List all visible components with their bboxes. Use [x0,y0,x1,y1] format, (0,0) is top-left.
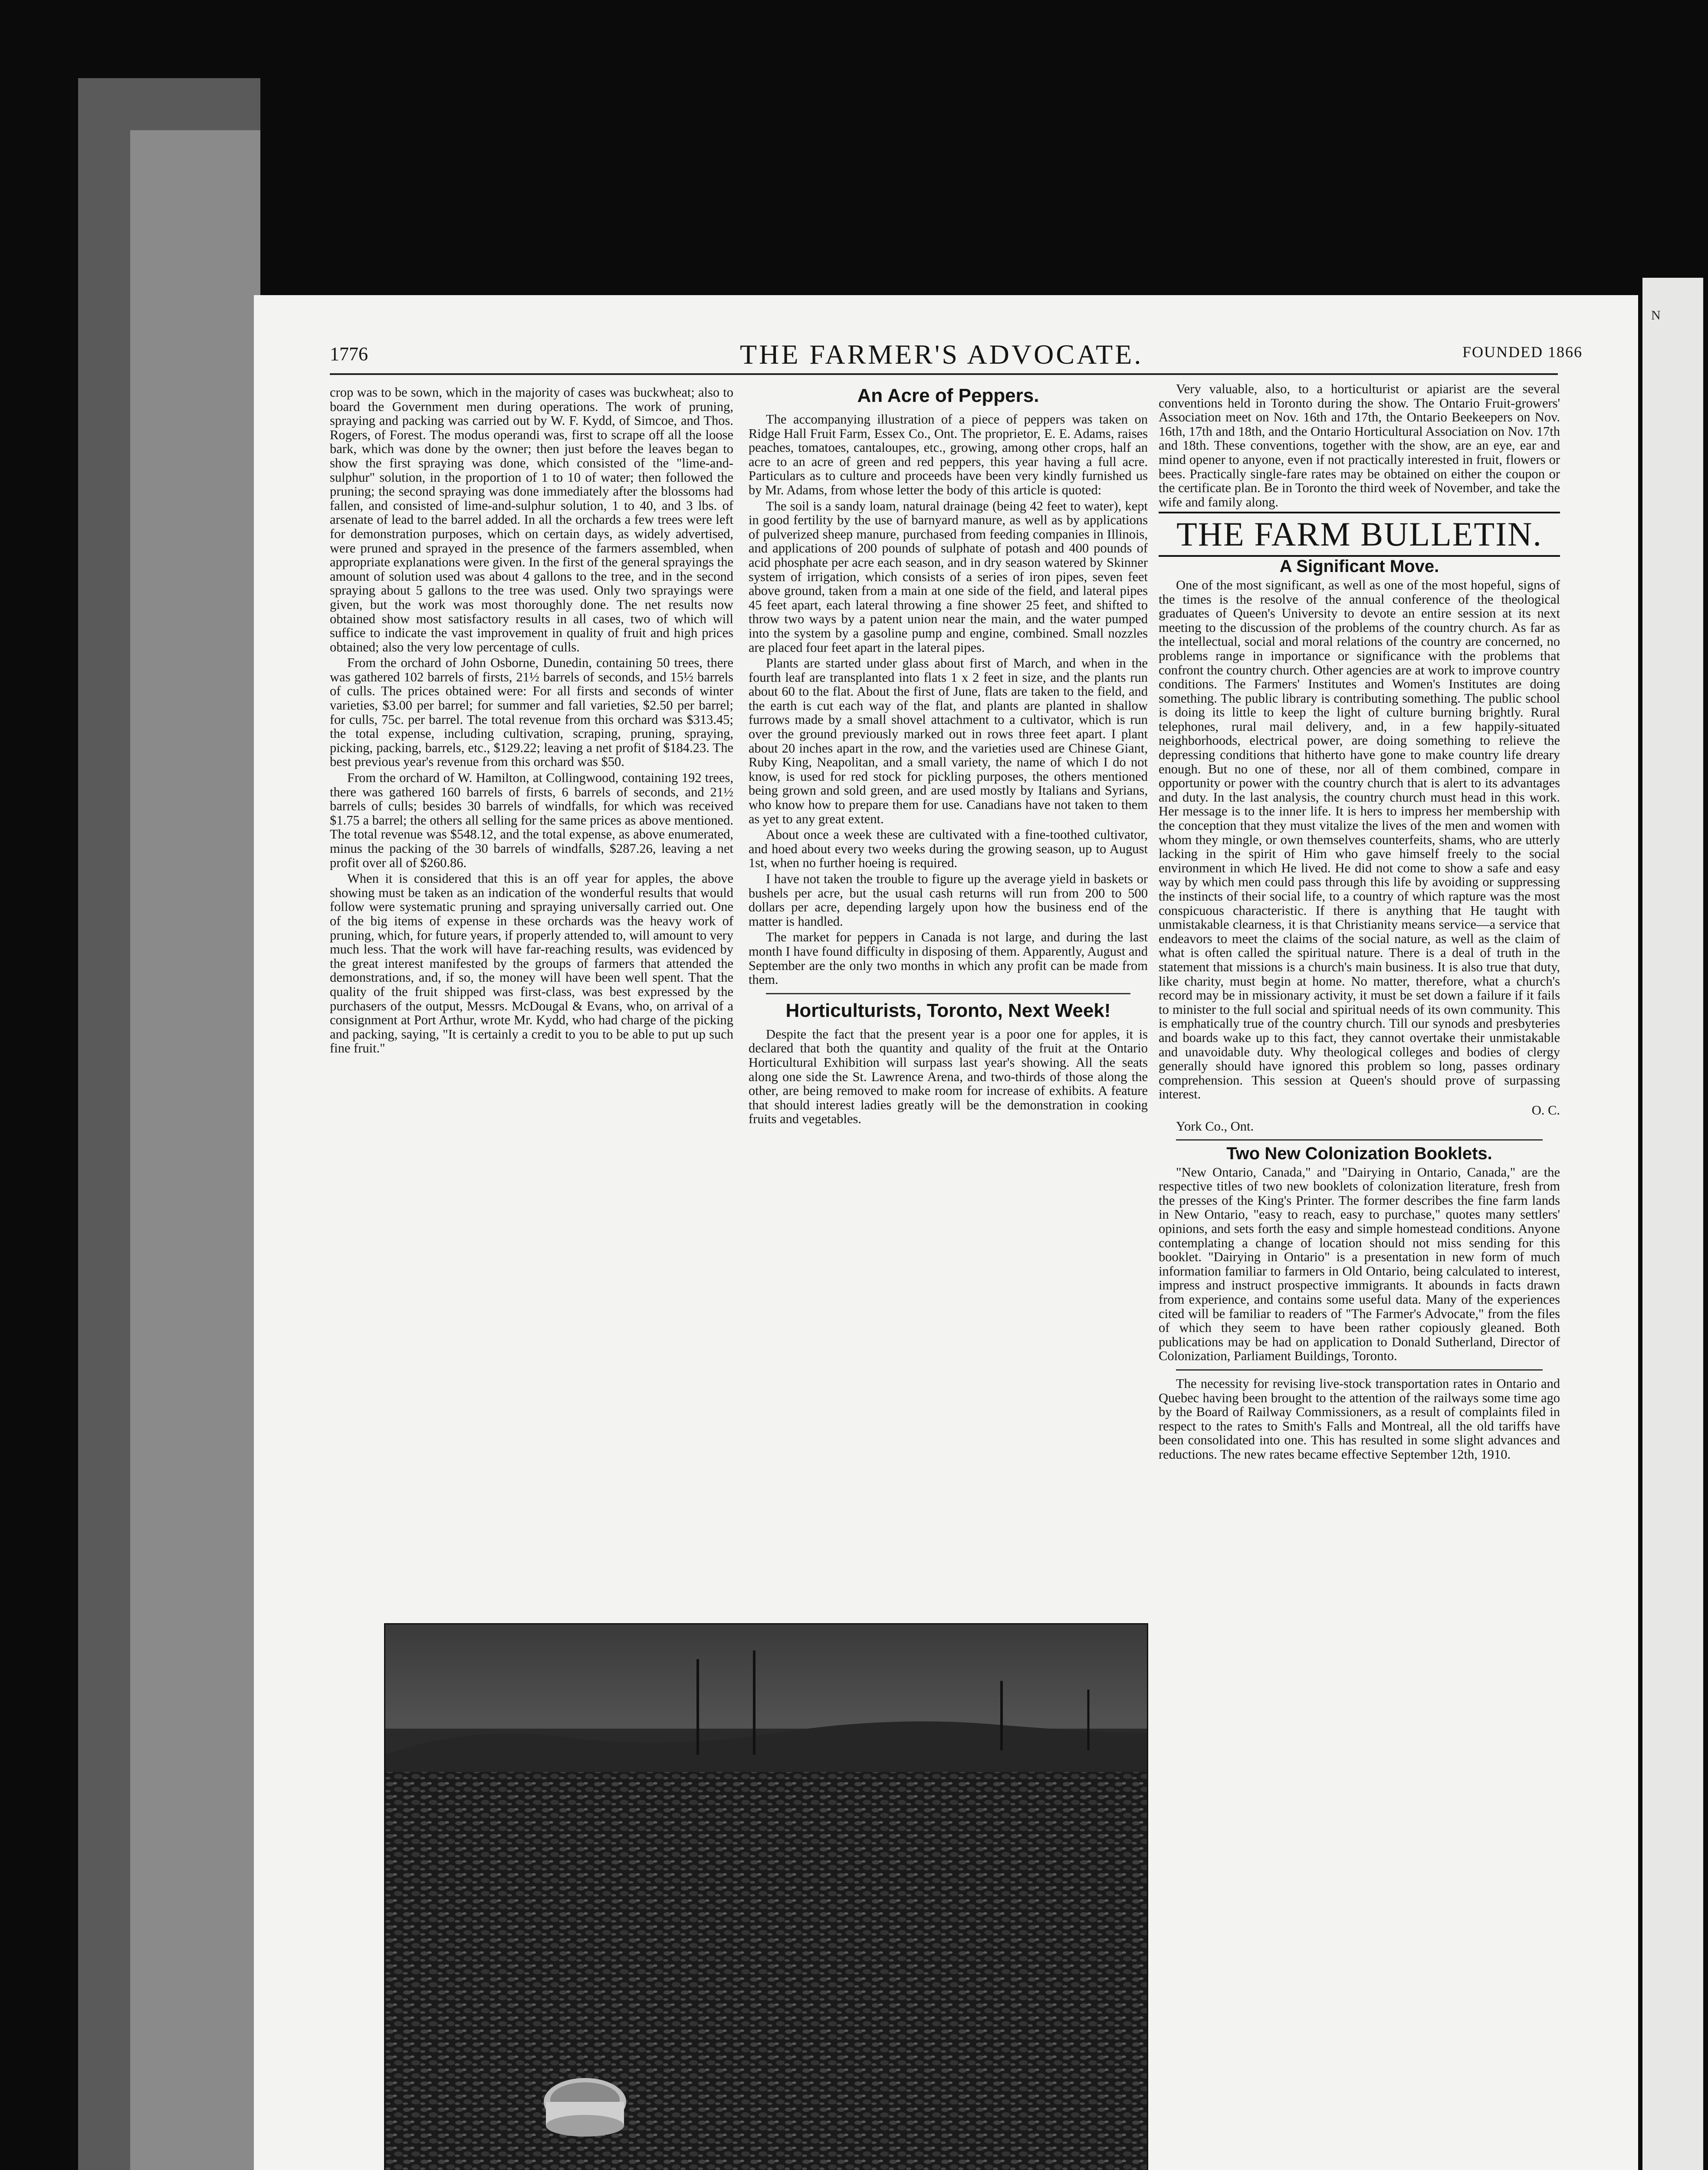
column-1 [330,385,733,1057]
adjacent-page-edge: N [1642,278,1703,2170]
paragraph: Plants are started under glass about first of March, and when in the fourth leaf are transplanted into flats 1 x 2 feet in size, and the plants run about 60 to the flat. About the first of June, flats are taken to the field, and the earth is cut each way of the flat, and plants are planted in shallow furrows made by a small shovel attachment to a cultivator, which is run over the ground previously marked out in rows three feet apart. I plant about 20 inches apart in the row, and the varieties used are Chinese Giant, Ruby King, Neapolitan, and a small variety, the name of which I do not know, is used for red stock for pickling purposes, the others mentioned being grown and sold green, and are used mostly by Italians and Syrians, who know how to prepare them for use. Canadians have not taken to them as yet to any great extent. [749,656,1148,826]
header-rule [330,373,1558,375]
section-divider [1176,1139,1543,1141]
author-location: York Co., Ont. [1176,1118,1254,1134]
article-title: Two New Colonization Booklets. [1226,1144,1492,1164]
page-number: 1776 [330,343,368,365]
section-divider [766,993,1130,994]
paragraph: Despite the fact that the present year is a poor one for apples, it is declared that both the quantity and quality of the fruit at the Ontario Horticultural Exhibition will surpass last year's showing. All the seats along one side the St. Lawrence Arena, and two-thirds of those along the other, are being removed to make room for increase of exhibits. A feature that should interest ladies greatly will be the demonstration in cooking fruits and vegetables. [749,1026,1148,1127]
paragraph: From the orchard of John Osborne, Dunedin, containing 50 trees, there was gathered 102 barrels of firsts, 21½ barrels of seconds, and 15½ barrels of culls. The prices obtained were: For all firsts and seconds of winter varieties, $3.00 per barrel; for summer and fall varieties, $2.50 per barrel; for culls, 75c. per barrel. The total revenue from this orchard was $313.45; the total expense, including cultivation, scraping, pruning, spraying, picking, packing, barrels, etc., $129.22; leaving a net profit of $184.23. The best previous year's revenue from this orchard was $50. [330,655,733,769]
publication-title: THE FARMER'S ADVOCATE. [740,339,1143,370]
paragraph: I have not taken the trouble to figure up the average yield in baskets or bushels per acre, but the usual cash returns will run from 200 to 500 dollars per acre, depending largely upon how the business end of the matter is handled. [749,871,1148,929]
film-left-strip-inner [130,130,260,2170]
paragraph: crop was to be sown, which in the majority of cases was buckwheat; also to board the Government men during operations. The work of pruning, spraying and packing was carried out by W. F. Kydd, of Simcoe, and Thos. Rogers, of Forest. The modus operandi was, first to scrape off all the loose bark, which was done by the owner; then just before the leaves began to show the first spraying was done, which consisted of the "lime-and-sulphur" solution, in the proportion of 1 to 10 of water; then followed the pruning; the second spraying was done immediately after the blossoms had fallen, and consisted of lime-and-sulphur solution, 1 to 40, and 3 lbs. of arsenate of lead to the barrel added. In all the orchards a few trees were left for demonstration purposes, which on certain days, as widely advertised, were pruned and sprayed in the presence of the farmers assembled, when appropriate explanations were given. In the first of the general sprayings the amount of solution used was about 4 gallons to the tree, and in the second spraying about 5 gallons to the tree was used. Only two sprayings were given, but the work was most thoroughly done. The net results now obtained show most satisfactory results in all cases, two of which will suffice to indicate the vast improvement in quality of fruit and high prices obtained; also the very low percentage of culls. [330,385,733,654]
farm-bulletin-banner: THE FARM BULLETIN. [1159,512,1560,557]
column-3 [1159,382,1560,1463]
paragraph: "New Ontario, Canada," and "Dairying in Ontario, Canada," are the respective titles of two new booklets of colonization literature, fresh from the presses of the King's Printer. The former describes the fine farm lands in New Ontario, "easy to reach, easy to purchase," quotes many settlers' opinions, and sets forth the easy and simple homestead conditions. Anyone contemplating a change of location should not miss sending for this booklet. "Dairying in Ontario" is a presentation in new form of much information familiar to farmers in Old Ontario, being calculated to interest, impress and instruct prospective immigrants. It abounds in facts drawn from experience, and contains some useful data. Many of the experiences cited will be familiar to readers of "The Farmer's Advocate," from the files of which they seem to have been rather copiously gleaned. Both publications may be had on application to Donald Sutherland, Director of Colonization, Parliament Buildings, Toronto. [1159,1164,1560,1364]
paragraph: About once a week these are cultivated with a fine-toothed cultivator, and hoed about every two weeks during the growing season, up to August 1st, when no further hoeing is required. [749,827,1148,871]
section-divider [1176,1369,1543,1371]
paragraph: The soil is a sandy loam, natural drainage (being 42 feet to water), kept in good fertility by the use of barnyard manure, as well as by applications of pulverized sheep manure, purchased from feeding companies in Illinois, and applications of 200 pounds of sulphate of potash and 400 pounds of acid phosphate per acre each season, and in dry season watered by Skinner system of irrigation, which consists of a series of iron pipes, seven feet above ground, taken from a main at one side of the field, and lateral pipes 45 feet apart, each lateral throwing a fine shower 25 feet, and shifted to throw two ways by a patent union near the main, and the water pumped into the system by a gasoline pump and engine, combined. Small nozzles are placed four feet apart in the lateral pipes. [749,498,1148,655]
pepper-field-photo [384,1623,1148,2170]
paragraph: Very valuable, also, to a horticulturist or apiarist are the several conventions held in Toronto during the show. The Ontario Fruit-growers' Association meet on Nov. 16th and 17th, the Ontario Beekeepers on Nov. 16th, 17th and 18th, and the Ontario Horticultural Association on Nov. 17th and 18th. These conventions, together with the show, are an eye, ear and mind opener to anyone, even if not practically interested in fruit, flowers or bees. Practically single-fare rates may be obtained on either the coupon or the certificate plan. Be in Toronto the third week of November, and take the wife and family along. [1159,381,1560,510]
paragraph: From the orchard of W. Hamilton, at Collingwood, containing 192 trees, there was gathered 160 barrels of firsts, 6 barrels of seconds, and 21½ barrels of culls; besides 30 barrels of windfalls, for which was received $1.75 a barrel; the others all selling for the same prices as above mentioned. The total revenue was $548.12, and the total expense, as above enumerated, minus the packing of the 30 barrels of windfalls, $287.26, leaving a net profit over all of $260.86. [330,770,733,870]
paragraph: The necessity for revising live-stock transportation rates in Ontario and Quebec having been brought to the attention of the railways some time ago by the Board of Railway Commissioners, as a result of complaints filed in respect to the rates to Smith's Falls and Montreal, all the old tariffs have been consolidated into one. This has resulted in some slight advances and reductions. The new rates became effective September 12th, 1910. [1159,1376,1560,1462]
article-title: A Significant Move. [1279,557,1439,576]
column-2 [749,385,1148,1128]
founded-label: FOUNDED 1866 [1462,343,1583,361]
photo-image [385,1624,1147,2170]
paragraph: When it is considered that this is an off year for apples, the above showing must be taken as an indication of the wonderful results that would follow were systematic pruning and spraying universally carried out. One of the big items of expense in these orchards was the heavy work of pruning, which, for future years, if properly attended to, will amount to very much less. That the work will have far-reaching results, was evidenced by the great interest manifested by the groups of farmers that attended the demonstrations, and, if so, the money will have been well spent. That the quality of the fruit shipped was first-class, was best expressed by the purchasers of the output, Messrs. McDougal & Evans, who, on arrival of a consignment at Port Arthur, wrote Mr. Kydd, who had charge of the picking and packing, saying, "It is certainly a credit to you to be able to put up such fine fruit." [330,871,733,1056]
paragraph: The market for peppers in Canada is not large, and during the last month I have found difficulty in disposing of them. Apparently, August and September are the only two months in which any profit can be made from them. [749,930,1148,987]
article-title: An Acre of Peppers. [857,385,1039,406]
author-signature: O. C. [1531,1102,1560,1118]
paragraph: One of the most significant, as well as one of the most hopeful, signs of the times is the resolve of the annual conference of the theological graduates of Queen's University to devote an entire session at its next meeting to the discussion of the problems of the country church. As far as the intellectual, social and moral relations of the country are concerned, no problems range in importance or significance with the problems that confront the country church. Other agencies are at work to improve country conditions. The Farmers' Institutes and Women's Institutes are doing something. The public library is contributing something. The public school is doing its little to keep the light of culture burning brightly. Rural telephones, rural mail delivery, and, in a few happily-situated neighborhoods, electrical power, are doing something to relieve the depressing conditions that hitherto have gone to make country life dreary enough. But no one of these, nor all of them combined, compare in opportunity or power with the country church that is alert to its advantages and duty. In the last analysis, the country church must head in this work. Her message is to the inner life. It is hers to impress her membership with the conception that they must vitalize the lives of the men and women with whom they mingle, or own themselves counterfeits, shams, who are utterly lacking in the spirit of Him who gave himself freely to the social environment in which He lived. He did not come to show a safe and easy way by which men could pass through this life by avoiding or suppressing the instincts of their social life, to a country of which rapture was the most conspicuous characteristic. If there is anything that He taught with unmistakable clearness, it is that Christianity means service—a service that endeavors to meet the claims of the social nature, as well as the claim of what is often called the spiritual nature. There is a deal of truth in the statement that missions is a church's main business. It is also true that duty, like charity, must begin at home. No matter, therefore, what a church's record may be in missionary activity, it must be set down a failure if it fails to minister to the full social and spiritual needs of its own community. This is emphatically true of the country church. Till our synods and presbyteries and boards wake up to this fact, they cannot overtake their unmistakable and unavoidable duty. Why theological colleges and bodies of clergy generally should have ignored this problem so long, passes ordinary comprehension. This session at Queen's should prove of surpassing interest. [1159,577,1560,1102]
newspaper-page [254,295,1638,2170]
article-title: Horticulturists, Toronto, Next Week! [785,1000,1111,1021]
paragraph: The accompanying illustration of a piece of peppers was taken on Ridge Hall Fruit Farm, Essex Co., Ont. The proprietor, E. E. Adams, raises peaches, tomatoes, cantaloupes, etc., growing, among other crops, half an acre to an acre of green and red peppers, this year having a full acre. Particulars as to culture and proceeds have been very kindly furnished us by Mr. Adams, from whose letter the body of this article is quoted: [749,412,1148,497]
